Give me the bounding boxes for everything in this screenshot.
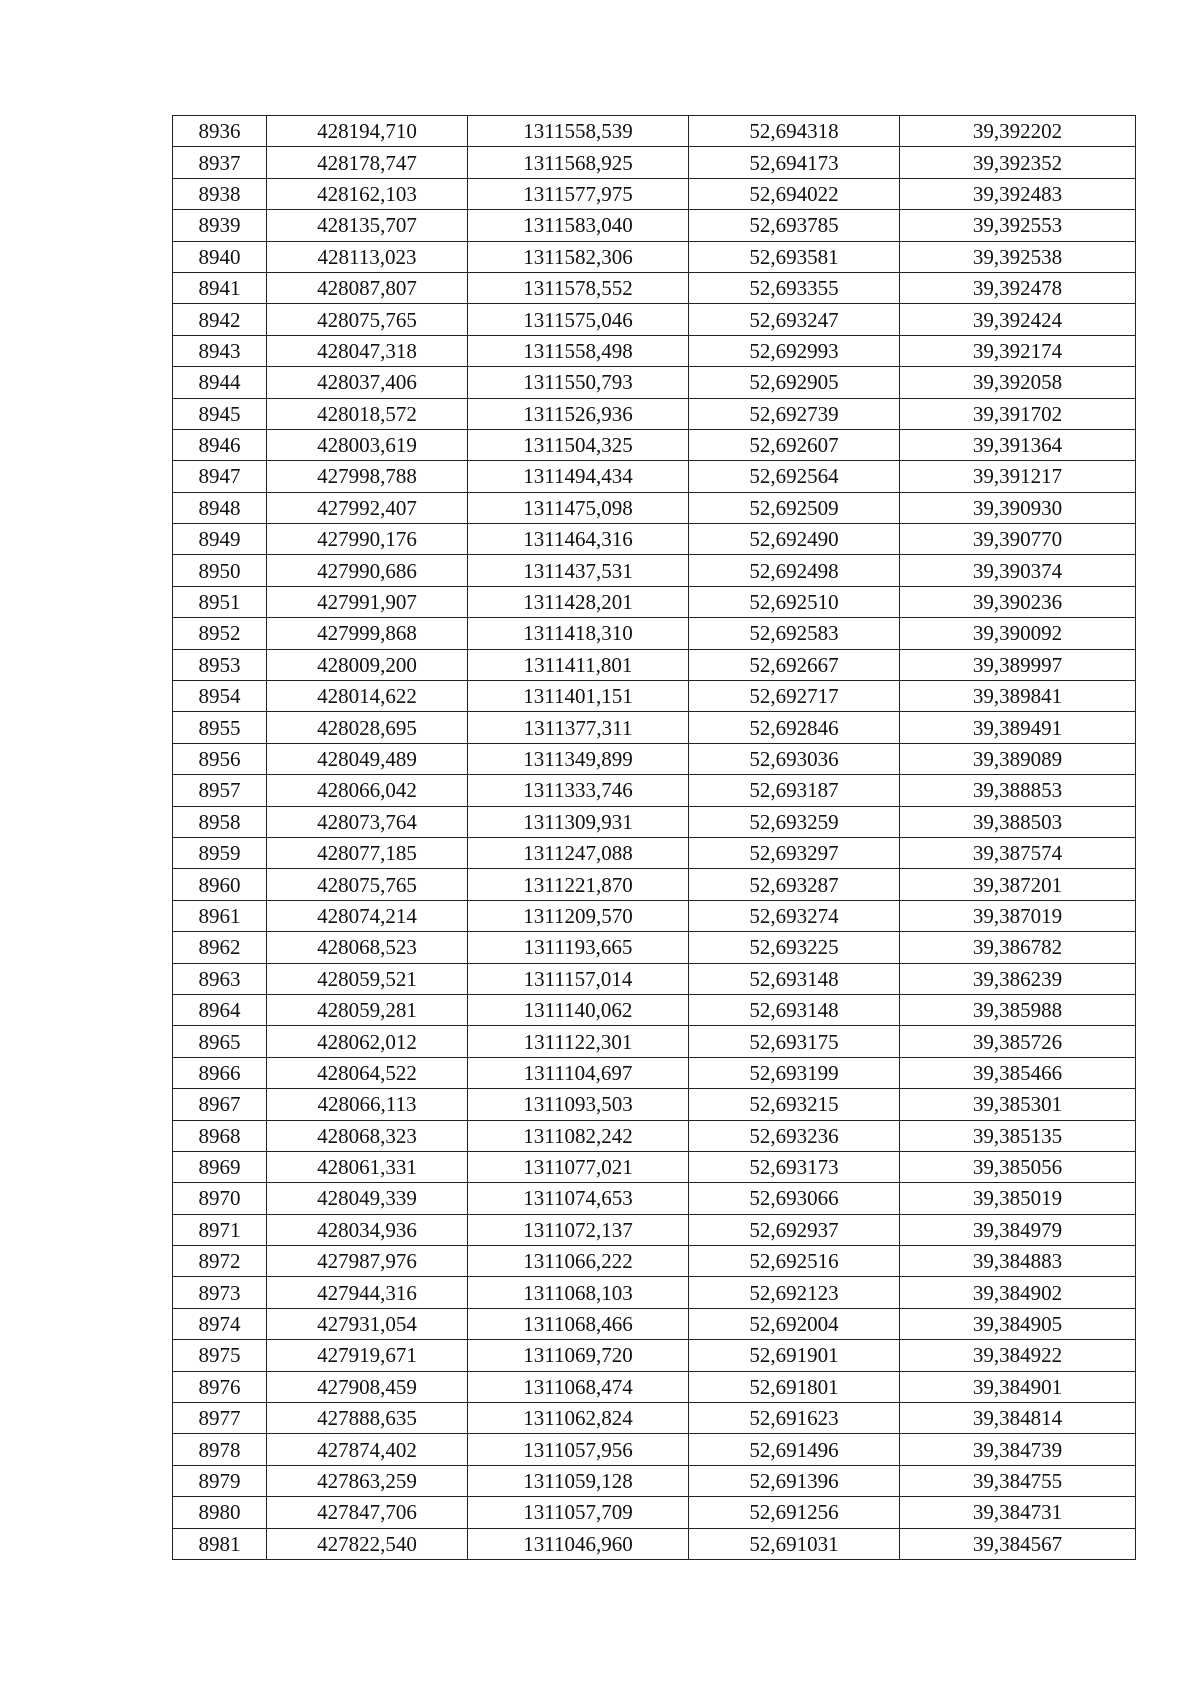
x-coordinate-cell: 428135,707 [267, 210, 468, 241]
longitude-cell: 39,390374 [900, 555, 1136, 586]
table-row [173, 272, 1136, 303]
point-number-cell: 8951 [173, 586, 267, 617]
latitude-cell: 52,692509 [689, 492, 900, 523]
y-coordinate-cell: 1311072,137 [468, 1214, 689, 1245]
y-coordinate-cell: 1311333,746 [468, 775, 689, 806]
longitude-cell: 39,391364 [900, 429, 1136, 460]
longitude-cell: 39,386239 [900, 963, 1136, 994]
longitude-cell: 39,392202 [900, 116, 1136, 147]
latitude-cell: 52,692490 [689, 524, 900, 555]
latitude-cell: 52,693173 [689, 1151, 900, 1182]
table-row [173, 555, 1136, 586]
y-coordinate-cell: 1311568,925 [468, 147, 689, 178]
point-number-cell: 8960 [173, 869, 267, 900]
longitude-cell: 39,390236 [900, 586, 1136, 617]
table-row [173, 1120, 1136, 1151]
latitude-cell: 52,693215 [689, 1089, 900, 1120]
longitude-cell: 39,388503 [900, 806, 1136, 837]
longitude-cell: 39,384979 [900, 1214, 1136, 1245]
y-coordinate-cell: 1311558,539 [468, 116, 689, 147]
y-coordinate-cell: 1311583,040 [468, 210, 689, 241]
latitude-cell: 52,692498 [689, 555, 900, 586]
x-coordinate-cell: 427919,671 [267, 1340, 468, 1371]
table-row [173, 712, 1136, 743]
y-coordinate-cell: 1311209,570 [468, 900, 689, 931]
point-number-cell: 8948 [173, 492, 267, 523]
y-coordinate-cell: 1311577,975 [468, 178, 689, 209]
x-coordinate-cell: 428113,023 [267, 241, 468, 272]
x-coordinate-cell: 427987,976 [267, 1246, 468, 1277]
point-number-cell: 8966 [173, 1057, 267, 1088]
latitude-cell: 52,693175 [689, 1026, 900, 1057]
y-coordinate-cell: 1311504,325 [468, 429, 689, 460]
point-number-cell: 8940 [173, 241, 267, 272]
y-coordinate-cell: 1311062,824 [468, 1403, 689, 1434]
longitude-cell: 39,384739 [900, 1434, 1136, 1465]
point-number-cell: 8942 [173, 304, 267, 335]
y-coordinate-cell: 1311093,503 [468, 1089, 689, 1120]
point-number-cell: 8954 [173, 681, 267, 712]
longitude-cell: 39,385019 [900, 1183, 1136, 1214]
latitude-cell: 52,693247 [689, 304, 900, 335]
y-coordinate-cell: 1311057,709 [468, 1497, 689, 1528]
table-row [173, 900, 1136, 931]
latitude-cell: 52,691496 [689, 1434, 900, 1465]
y-coordinate-cell: 1311428,201 [468, 586, 689, 617]
y-coordinate-cell: 1311074,653 [468, 1183, 689, 1214]
point-number-cell: 8969 [173, 1151, 267, 1182]
x-coordinate-cell: 428028,695 [267, 712, 468, 743]
y-coordinate-cell: 1311582,306 [468, 241, 689, 272]
table-row [173, 524, 1136, 555]
y-coordinate-cell: 1311526,936 [468, 398, 689, 429]
longitude-cell: 39,392058 [900, 367, 1136, 398]
latitude-cell: 52,693199 [689, 1057, 900, 1088]
table-row [173, 869, 1136, 900]
x-coordinate-cell: 428162,103 [267, 178, 468, 209]
table-row [173, 116, 1136, 147]
y-coordinate-cell: 1311122,301 [468, 1026, 689, 1057]
latitude-cell: 52,693274 [689, 900, 900, 931]
point-number-cell: 8972 [173, 1246, 267, 1277]
point-number-cell: 8959 [173, 837, 267, 868]
x-coordinate-cell: 428066,113 [267, 1089, 468, 1120]
point-number-cell: 8936 [173, 116, 267, 147]
table-row [173, 398, 1136, 429]
latitude-cell: 52,691623 [689, 1403, 900, 1434]
longitude-cell: 39,387574 [900, 837, 1136, 868]
latitude-cell: 52,692510 [689, 586, 900, 617]
table-row [173, 932, 1136, 963]
y-coordinate-cell: 1311059,128 [468, 1465, 689, 1496]
point-number-cell: 8950 [173, 555, 267, 586]
latitude-cell: 52,692993 [689, 335, 900, 366]
table-row [173, 1497, 1136, 1528]
x-coordinate-cell: 427944,316 [267, 1277, 468, 1308]
point-number-cell: 8946 [173, 429, 267, 460]
table-row [173, 178, 1136, 209]
x-coordinate-cell: 428075,765 [267, 869, 468, 900]
y-coordinate-cell: 1311157,014 [468, 963, 689, 994]
latitude-cell: 52,693297 [689, 837, 900, 868]
table-row [173, 1089, 1136, 1120]
latitude-cell: 52,691031 [689, 1528, 900, 1559]
latitude-cell: 52,692583 [689, 618, 900, 649]
table-row [173, 681, 1136, 712]
table-row [173, 1246, 1136, 1277]
latitude-cell: 52,691396 [689, 1465, 900, 1496]
point-number-cell: 8944 [173, 367, 267, 398]
longitude-cell: 39,389089 [900, 743, 1136, 774]
point-number-cell: 8941 [173, 272, 267, 303]
longitude-cell: 39,385988 [900, 994, 1136, 1025]
longitude-cell: 39,385056 [900, 1151, 1136, 1182]
table-row [173, 367, 1136, 398]
longitude-cell: 39,384731 [900, 1497, 1136, 1528]
x-coordinate-cell: 428034,936 [267, 1214, 468, 1245]
y-coordinate-cell: 1311068,474 [468, 1371, 689, 1402]
table-row [173, 1151, 1136, 1182]
longitude-cell: 39,384755 [900, 1465, 1136, 1496]
point-number-cell: 8978 [173, 1434, 267, 1465]
y-coordinate-cell: 1311077,021 [468, 1151, 689, 1182]
longitude-cell: 39,386782 [900, 932, 1136, 963]
latitude-cell: 52,692937 [689, 1214, 900, 1245]
x-coordinate-cell: 428018,572 [267, 398, 468, 429]
x-coordinate-cell: 427998,788 [267, 461, 468, 492]
x-coordinate-cell: 428059,521 [267, 963, 468, 994]
point-number-cell: 8955 [173, 712, 267, 743]
x-coordinate-cell: 428194,710 [267, 116, 468, 147]
x-coordinate-cell: 427888,635 [267, 1403, 468, 1434]
y-coordinate-cell: 1311104,697 [468, 1057, 689, 1088]
latitude-cell: 52,693581 [689, 241, 900, 272]
point-number-cell: 8957 [173, 775, 267, 806]
x-coordinate-cell: 428178,747 [267, 147, 468, 178]
coordinates-table-body [173, 116, 1136, 1560]
latitude-cell: 52,691801 [689, 1371, 900, 1402]
point-number-cell: 8977 [173, 1403, 267, 1434]
longitude-cell: 39,385301 [900, 1089, 1136, 1120]
y-coordinate-cell: 1311066,222 [468, 1246, 689, 1277]
x-coordinate-cell: 428068,323 [267, 1120, 468, 1151]
x-coordinate-cell: 428009,200 [267, 649, 468, 680]
table-row [173, 1434, 1136, 1465]
table-row [173, 1371, 1136, 1402]
table-row [173, 618, 1136, 649]
longitude-cell: 39,389491 [900, 712, 1136, 743]
table-row [173, 1465, 1136, 1496]
latitude-cell: 52,692739 [689, 398, 900, 429]
y-coordinate-cell: 1311418,310 [468, 618, 689, 649]
point-number-cell: 8967 [173, 1089, 267, 1120]
point-number-cell: 8962 [173, 932, 267, 963]
table-row [173, 1528, 1136, 1559]
y-coordinate-cell: 1311069,720 [468, 1340, 689, 1371]
point-number-cell: 8938 [173, 178, 267, 209]
latitude-cell: 52,693259 [689, 806, 900, 837]
point-number-cell: 8961 [173, 900, 267, 931]
latitude-cell: 52,693287 [689, 869, 900, 900]
y-coordinate-cell: 1311057,956 [468, 1434, 689, 1465]
latitude-cell: 52,692004 [689, 1308, 900, 1339]
table-row [173, 241, 1136, 272]
table-row [173, 304, 1136, 335]
point-number-cell: 8976 [173, 1371, 267, 1402]
point-number-cell: 8947 [173, 461, 267, 492]
table-row [173, 586, 1136, 617]
longitude-cell: 39,390770 [900, 524, 1136, 555]
table-row [173, 461, 1136, 492]
table-row [173, 1403, 1136, 1434]
point-number-cell: 8970 [173, 1183, 267, 1214]
x-coordinate-cell: 427990,176 [267, 524, 468, 555]
table-row [173, 1340, 1136, 1371]
point-number-cell: 8968 [173, 1120, 267, 1151]
longitude-cell: 39,391702 [900, 398, 1136, 429]
latitude-cell: 52,694318 [689, 116, 900, 147]
point-number-cell: 8981 [173, 1528, 267, 1559]
y-coordinate-cell: 1311068,466 [468, 1308, 689, 1339]
x-coordinate-cell: 427931,054 [267, 1308, 468, 1339]
table-row [173, 806, 1136, 837]
point-number-cell: 8939 [173, 210, 267, 241]
longitude-cell: 39,389841 [900, 681, 1136, 712]
y-coordinate-cell: 1311550,793 [468, 367, 689, 398]
y-coordinate-cell: 1311221,870 [468, 869, 689, 900]
x-coordinate-cell: 428049,489 [267, 743, 468, 774]
longitude-cell: 39,385466 [900, 1057, 1136, 1088]
latitude-cell: 52,693785 [689, 210, 900, 241]
longitude-cell: 39,392538 [900, 241, 1136, 272]
x-coordinate-cell: 428061,331 [267, 1151, 468, 1182]
longitude-cell: 39,384901 [900, 1371, 1136, 1402]
table-row [173, 1308, 1136, 1339]
table-row [173, 335, 1136, 366]
y-coordinate-cell: 1311082,242 [468, 1120, 689, 1151]
table-row [173, 210, 1136, 241]
y-coordinate-cell: 1311377,311 [468, 712, 689, 743]
x-coordinate-cell: 428037,406 [267, 367, 468, 398]
point-number-cell: 8973 [173, 1277, 267, 1308]
table-row [173, 963, 1136, 994]
latitude-cell: 52,692564 [689, 461, 900, 492]
point-number-cell: 8965 [173, 1026, 267, 1057]
y-coordinate-cell: 1311475,098 [468, 492, 689, 523]
latitude-cell: 52,693036 [689, 743, 900, 774]
latitude-cell: 52,692516 [689, 1246, 900, 1277]
point-number-cell: 8958 [173, 806, 267, 837]
x-coordinate-cell: 427991,907 [267, 586, 468, 617]
table-row [173, 492, 1136, 523]
y-coordinate-cell: 1311401,151 [468, 681, 689, 712]
x-coordinate-cell: 427999,868 [267, 618, 468, 649]
x-coordinate-cell: 427822,540 [267, 1528, 468, 1559]
x-coordinate-cell: 427863,259 [267, 1465, 468, 1496]
table-row [173, 994, 1136, 1025]
latitude-cell: 52,693225 [689, 932, 900, 963]
table-row [173, 743, 1136, 774]
table-row [173, 1277, 1136, 1308]
x-coordinate-cell: 428074,214 [267, 900, 468, 931]
x-coordinate-cell: 427990,686 [267, 555, 468, 586]
point-number-cell: 8979 [173, 1465, 267, 1496]
coordinates-table [172, 115, 1136, 1560]
y-coordinate-cell: 1311575,046 [468, 304, 689, 335]
latitude-cell: 52,692905 [689, 367, 900, 398]
longitude-cell: 39,391217 [900, 461, 1136, 492]
latitude-cell: 52,692123 [689, 1277, 900, 1308]
y-coordinate-cell: 1311068,103 [468, 1277, 689, 1308]
latitude-cell: 52,694173 [689, 147, 900, 178]
x-coordinate-cell: 428075,765 [267, 304, 468, 335]
longitude-cell: 39,392424 [900, 304, 1136, 335]
latitude-cell: 52,691901 [689, 1340, 900, 1371]
longitude-cell: 39,392553 [900, 210, 1136, 241]
x-coordinate-cell: 428062,012 [267, 1026, 468, 1057]
longitude-cell: 39,384902 [900, 1277, 1136, 1308]
latitude-cell: 52,692717 [689, 681, 900, 712]
x-coordinate-cell: 428003,619 [267, 429, 468, 460]
x-coordinate-cell: 428066,042 [267, 775, 468, 806]
table-row [173, 837, 1136, 868]
y-coordinate-cell: 1311349,899 [468, 743, 689, 774]
longitude-cell: 39,385726 [900, 1026, 1136, 1057]
longitude-cell: 39,387019 [900, 900, 1136, 931]
longitude-cell: 39,384814 [900, 1403, 1136, 1434]
y-coordinate-cell: 1311558,498 [468, 335, 689, 366]
x-coordinate-cell: 428064,522 [267, 1057, 468, 1088]
latitude-cell: 52,693148 [689, 963, 900, 994]
table-row [173, 649, 1136, 680]
point-number-cell: 8945 [173, 398, 267, 429]
x-coordinate-cell: 428087,807 [267, 272, 468, 303]
point-number-cell: 8949 [173, 524, 267, 555]
point-number-cell: 8971 [173, 1214, 267, 1245]
longitude-cell: 39,390092 [900, 618, 1136, 649]
x-coordinate-cell: 428047,318 [267, 335, 468, 366]
longitude-cell: 39,387201 [900, 869, 1136, 900]
x-coordinate-cell: 428014,622 [267, 681, 468, 712]
x-coordinate-cell: 427992,407 [267, 492, 468, 523]
x-coordinate-cell: 428049,339 [267, 1183, 468, 1214]
y-coordinate-cell: 1311247,088 [468, 837, 689, 868]
y-coordinate-cell: 1311437,531 [468, 555, 689, 586]
y-coordinate-cell: 1311464,316 [468, 524, 689, 555]
point-number-cell: 8963 [173, 963, 267, 994]
y-coordinate-cell: 1311046,960 [468, 1528, 689, 1559]
longitude-cell: 39,384922 [900, 1340, 1136, 1371]
latitude-cell: 52,693236 [689, 1120, 900, 1151]
table-row [173, 1057, 1136, 1088]
point-number-cell: 8964 [173, 994, 267, 1025]
table-row [173, 429, 1136, 460]
longitude-cell: 39,389997 [900, 649, 1136, 680]
longitude-cell: 39,384883 [900, 1246, 1136, 1277]
point-number-cell: 8937 [173, 147, 267, 178]
longitude-cell: 39,384905 [900, 1308, 1136, 1339]
x-coordinate-cell: 427847,706 [267, 1497, 468, 1528]
y-coordinate-cell: 1311309,931 [468, 806, 689, 837]
table-row [173, 1183, 1136, 1214]
x-coordinate-cell: 428068,523 [267, 932, 468, 963]
y-coordinate-cell: 1311411,801 [468, 649, 689, 680]
table-row [173, 775, 1136, 806]
longitude-cell: 39,388853 [900, 775, 1136, 806]
x-coordinate-cell: 428077,185 [267, 837, 468, 868]
longitude-cell: 39,385135 [900, 1120, 1136, 1151]
point-number-cell: 8943 [173, 335, 267, 366]
latitude-cell: 52,693148 [689, 994, 900, 1025]
latitude-cell: 52,692667 [689, 649, 900, 680]
latitude-cell: 52,692607 [689, 429, 900, 460]
latitude-cell: 52,692846 [689, 712, 900, 743]
longitude-cell: 39,392478 [900, 272, 1136, 303]
y-coordinate-cell: 1311140,062 [468, 994, 689, 1025]
longitude-cell: 39,392174 [900, 335, 1136, 366]
latitude-cell: 52,691256 [689, 1497, 900, 1528]
point-number-cell: 8952 [173, 618, 267, 649]
longitude-cell: 39,392352 [900, 147, 1136, 178]
latitude-cell: 52,693355 [689, 272, 900, 303]
y-coordinate-cell: 1311578,552 [468, 272, 689, 303]
longitude-cell: 39,390930 [900, 492, 1136, 523]
x-coordinate-cell: 427874,402 [267, 1434, 468, 1465]
x-coordinate-cell: 428073,764 [267, 806, 468, 837]
y-coordinate-cell: 1311494,434 [468, 461, 689, 492]
table-row [173, 1026, 1136, 1057]
table-row [173, 1214, 1136, 1245]
x-coordinate-cell: 428059,281 [267, 994, 468, 1025]
point-number-cell: 8975 [173, 1340, 267, 1371]
longitude-cell: 39,392483 [900, 178, 1136, 209]
x-coordinate-cell: 427908,459 [267, 1371, 468, 1402]
point-number-cell: 8980 [173, 1497, 267, 1528]
latitude-cell: 52,694022 [689, 178, 900, 209]
point-number-cell: 8956 [173, 743, 267, 774]
latitude-cell: 52,693066 [689, 1183, 900, 1214]
latitude-cell: 52,693187 [689, 775, 900, 806]
point-number-cell: 8953 [173, 649, 267, 680]
point-number-cell: 8974 [173, 1308, 267, 1339]
longitude-cell: 39,384567 [900, 1528, 1136, 1559]
y-coordinate-cell: 1311193,665 [468, 932, 689, 963]
table-row [173, 147, 1136, 178]
